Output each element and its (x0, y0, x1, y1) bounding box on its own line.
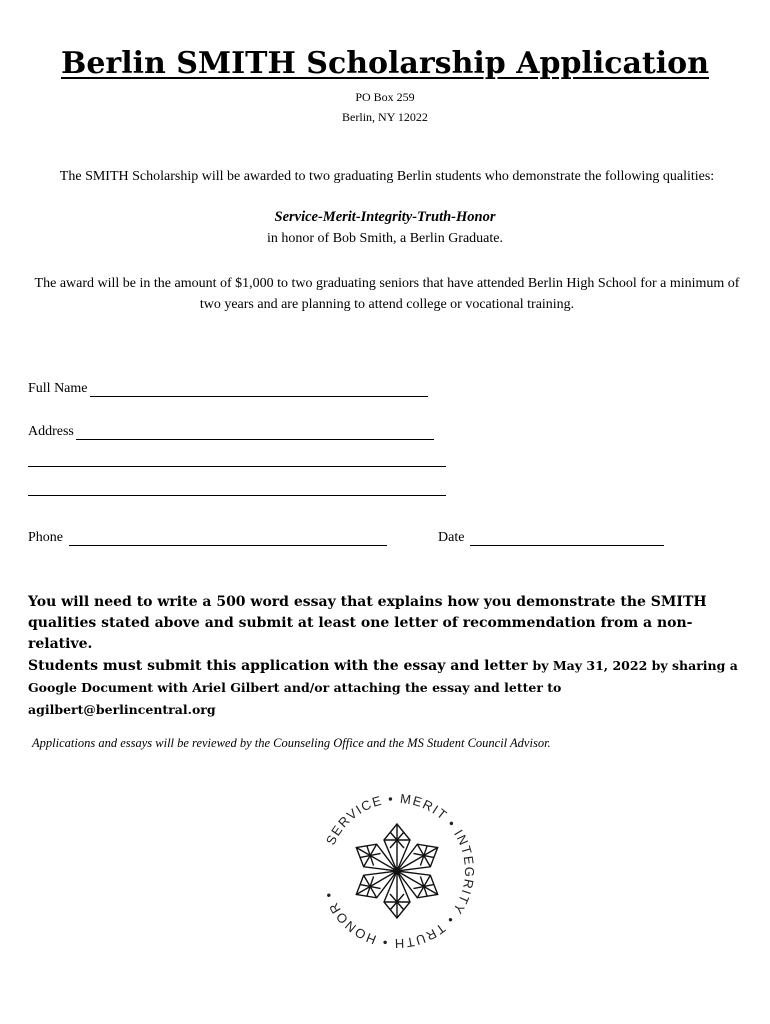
date-field[interactable] (438, 530, 664, 546)
address-field[interactable] (28, 424, 434, 440)
flower-emblem (350, 824, 444, 918)
essay-instructions: You will need to write a 500 word essay that explains how you demonstrate the SMITH qualities stated above and submit at least one letter of recommendation from a non-relative. (28, 594, 707, 652)
qualities-line: Service-Merit-Integrity-Truth-Honor (274, 209, 496, 225)
date-label: Date (438, 530, 465, 545)
submission-main: Students must submit this application with the essay and letter (28, 658, 528, 674)
address-line-2-blank[interactable] (28, 465, 446, 467)
full-name-blank[interactable] (90, 382, 428, 397)
full-name-field[interactable] (28, 381, 428, 397)
review-note: Applications and essays will be reviewed by the Counseling Office and the MS Student Council Advisor. (32, 736, 551, 750)
award-paragraph: The award will be in the amount of $1,000 to two graduating seniors that have attended Berlin High School for a minimum of two years and are planning to attend college or vocational training. (34, 276, 740, 312)
address-line-2: Berlin, NY 12022 (342, 110, 428, 124)
address-label: Address (28, 424, 74, 439)
phone-field[interactable] (28, 530, 387, 546)
address-line-1: PO Box 259 (355, 90, 415, 104)
full-name-label: Full Name (28, 381, 88, 396)
seal-ring-text: SERVICE • MERIT • INTEGRITY • TRUTH • HONOR • (320, 790, 478, 952)
submission-instructions (28, 655, 746, 721)
address-line-3-blank[interactable] (28, 494, 446, 496)
smith-qualities-seal (314, 788, 480, 954)
honor-line: in honor of Bob Smith, a Berlin Graduate. (266, 231, 504, 246)
page-title: Berlin SMITH Scholarship Application (60, 46, 710, 81)
address-blank[interactable] (76, 425, 434, 440)
intro-paragraph: The SMITH Scholarship will be awarded to two graduating Berlin students who demonstrate the following qualities: (59, 169, 715, 184)
phone-blank[interactable] (69, 531, 387, 546)
phone-label: Phone (28, 530, 63, 545)
submission-detail: by May 31, 2022 by sharing a Google Document with Ariel Gilbert and/or attaching the essay and letter to agilbert@berlincentral.org (28, 658, 738, 717)
date-blank[interactable] (470, 531, 664, 546)
